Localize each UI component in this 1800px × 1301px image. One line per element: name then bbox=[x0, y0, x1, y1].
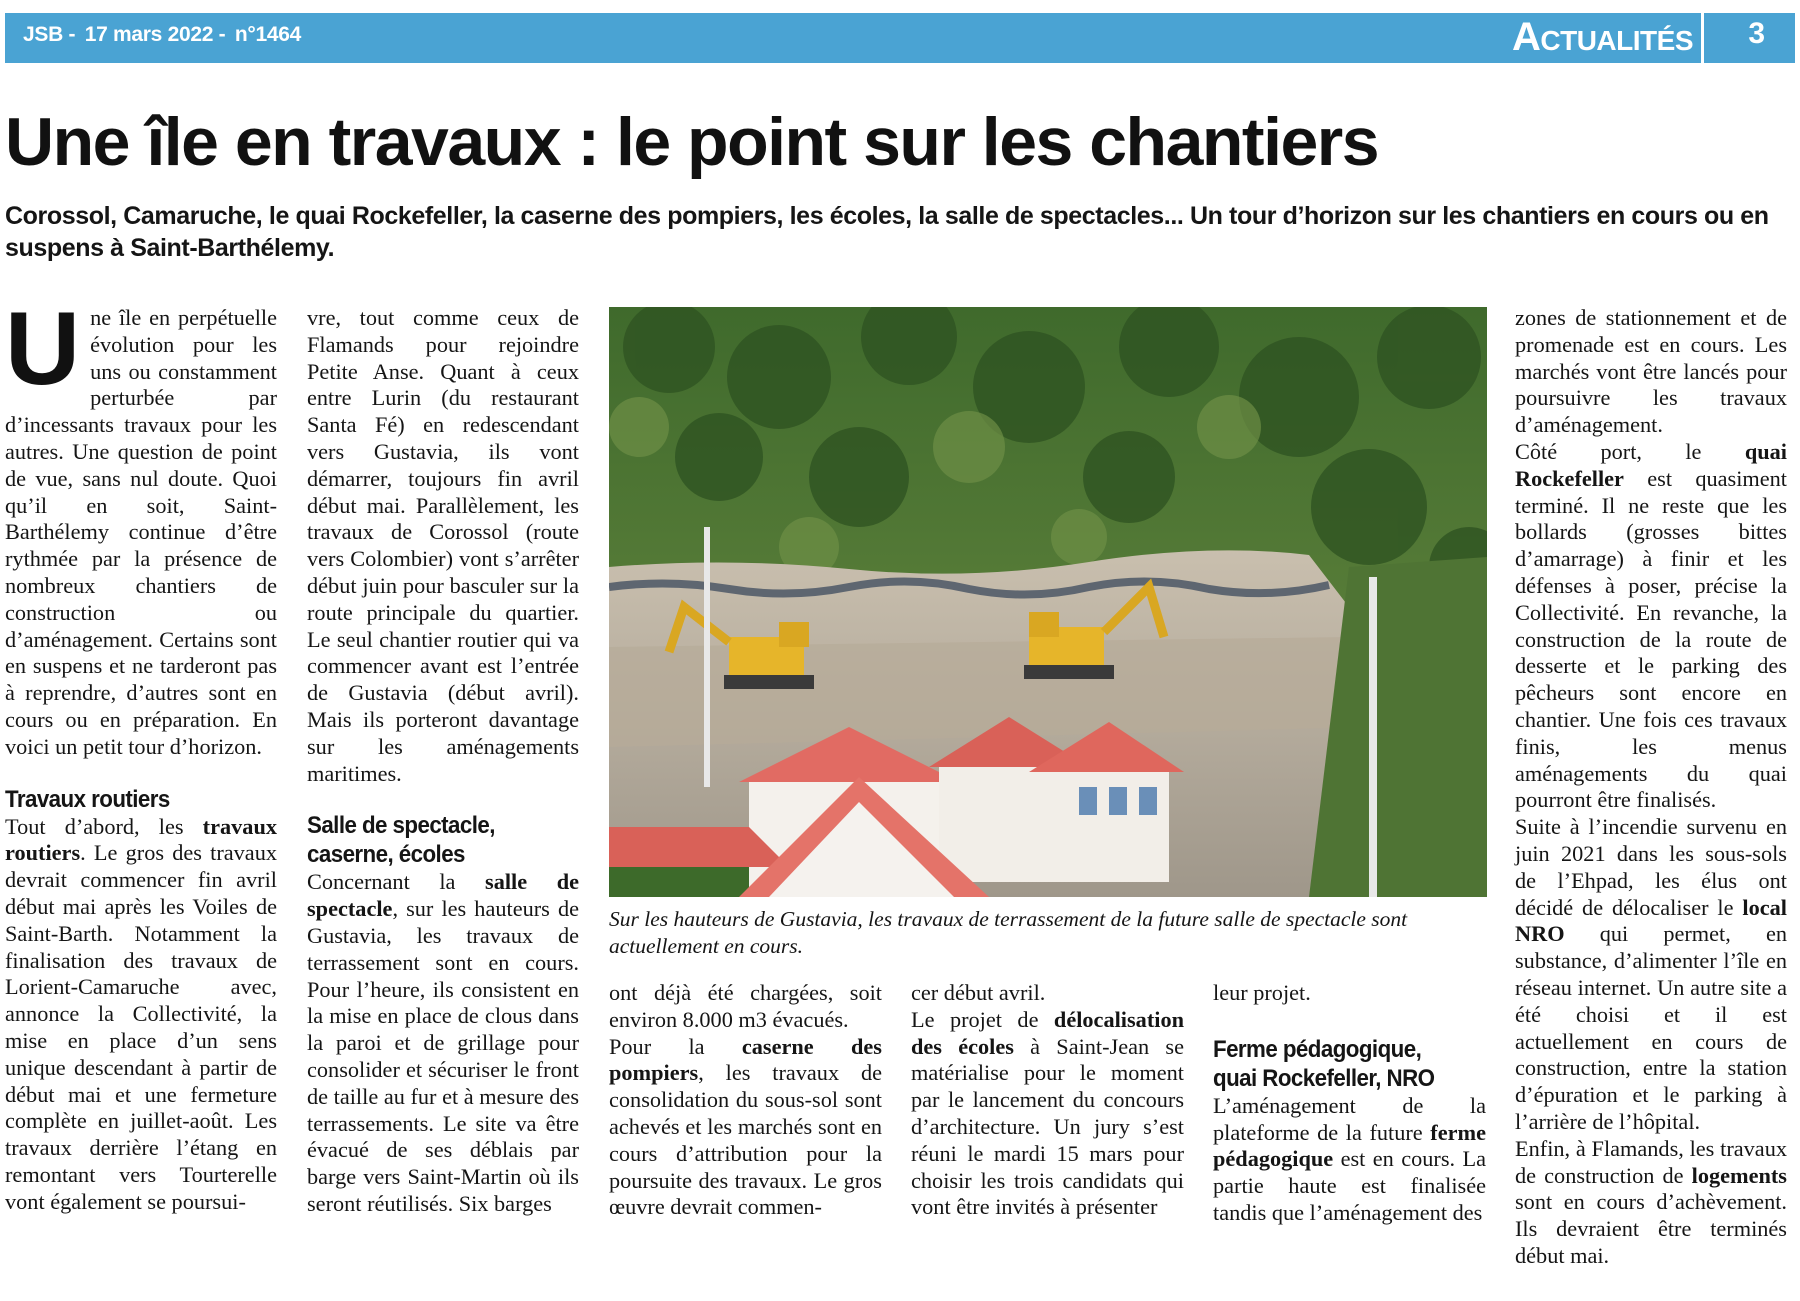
publication-name: JSB - bbox=[23, 23, 76, 46]
article-column-1 bbox=[5, 291, 277, 1216]
photo-illustration bbox=[609, 307, 1487, 897]
paragraph: Enfin, à Flamands, les travaux de construction de logements sont en cours d’achèvement. Ils devraient être terminés début mai. bbox=[1515, 1135, 1787, 1268]
paragraph: ont déjà été chargées, soit environ 8.000 m3 évacués. bbox=[609, 980, 882, 1032]
photo-caption: Sur les hauteurs de Gustavia, les travaux de terrassement de la future salle de spectacle sont actuellement en cours. bbox=[609, 907, 1408, 958]
paragraph: Côté port, le quai Rockefeller est quasiment terminé. Il ne reste que les bollards (grosses bittes d’amarrage) à finir et les défenses à poser, précise la Collectivité. En revanche, la construction de la route de desserte et le parking des pêcheurs sont encore en chantier. Une fois ces travaux finis, les menus aménagements du quai pourront être finalisés. bbox=[1515, 438, 1787, 813]
paragraph: L’aménagement de la plateforme de la future ferme pédagogique est en cours. La partie haute est finalisée tandis que l’aménagement des bbox=[1213, 1092, 1486, 1225]
paragraph: zones de stationnement et de promenade est en cours. Les marchés vont être lancés pour poursuivre les travaux d’aménagement. bbox=[1515, 305, 1787, 438]
article-column-2 bbox=[307, 305, 579, 1218]
article-column-4 bbox=[911, 980, 1184, 1221]
paragraph: Le projet de délocalisation des écoles à Saint-Jean se matérialise pour le moment par le lancement du concours d’architecture. Un jury s’est réuni le mardi 15 mars pour choisir les trois candidats qui vont être invités à présenter bbox=[911, 1006, 1184, 1220]
issue-number: n°1464 bbox=[234, 23, 302, 46]
article-column-5 bbox=[1213, 980, 1486, 1227]
headline: Une île en travaux : le point sur les chantiers bbox=[5, 104, 1379, 180]
intro-paragraph bbox=[5, 291, 277, 761]
paragraph: Pour la caserne des pompiers, les travaux de consolidation du sous-sol sont achevés et les marchés sont en cours d’attribution pour la poursuite des travaux. Le gros œuvre devrait commen- bbox=[609, 1033, 882, 1220]
paragraph: Tout d’abord, les travaux routiers. Le gros des travaux devrait commencer fin avril début mai après les Voiles de Saint-Barth. Notamment la finalisation des travaux de Lorient-Camaruche avec, annonce la Collectivité, la mise en place d’un sens unique descendant à partir de début mai et une fermeture complète en juillet-août. Les travaux derrière l’étang en remontant vers Tourterelle vont également se poursui- bbox=[5, 813, 277, 1214]
subhead-salle-de-spectacle: Salle de spectacle, caserne, écoles bbox=[307, 812, 495, 869]
subhead-ferme-pedagogique: Ferme pédagogique, quai Rockefeller, NRO bbox=[1213, 1035, 1435, 1092]
page-number: 3 bbox=[1748, 17, 1765, 50]
paragraph: vre, tout comme ceux de Flamands pour rejoindre Petite Anse. Quant à ceux entre Lurin (du restaurant Santa Fé) en redescendant vers Gustavia, ils vont démarrer, toujours fin avril début mai. Parallèlement, les travaux de Corossol (route vers Colombier) vont s’arrêter début juin pour basculer sur la route principale du quartier. Le seul chantier routier qui va commencer avant est l’entrée de Gustavia (début avril). Mais ils porteront davantage sur les aménagements maritimes. bbox=[307, 305, 579, 786]
paragraph: leur projet. bbox=[1213, 980, 1311, 1005]
standfirst: Corossol, Camaruche, le quai Rockefeller, la caserne des pompiers, les écoles, la salle de spectacles... Un tour d’horizon sur les chantiers en cours ou en suspens à Saint-Barthélemy. bbox=[5, 202, 1769, 262]
intro-text: ne île en perpétuelle évolution pour les uns ou constamment perturbée par d’incessants travaux pour les autres. Une question de point de vue, sans nul doute. Quoi qu’il en soit, Saint-Barthélemy continue d’être rythmée par la présence de nombreux chantiers de construction ou d’aménagement. Certains sont en suspens et ne tarderont pas à reprendre, d’autres sont en cours ou en préparation. En voici un petit tour d’horizon. bbox=[5, 305, 277, 759]
section-title: Actualités bbox=[1512, 15, 1693, 59]
article-column-6 bbox=[1515, 305, 1787, 1270]
article-column-3 bbox=[609, 980, 882, 1221]
paragraph: Concernant la salle de spectacle, sur les hauteurs de Gustavia, les travaux de terrassement sont en cours. Pour l’heure, ils consistent en la mise en place de clous dans la paroi et de grillage pour consolider et sécuriser le front de taille au fur et à mesure des terrassements. Le site va être évacué de ses déblais par barge vers Saint-Martin où ils seront réutilisés. Six barges bbox=[307, 869, 579, 1216]
issue-info bbox=[23, 23, 305, 47]
paragraph: cer début avril. bbox=[911, 980, 1046, 1005]
issue-date: 17 mars 2022 - bbox=[84, 23, 226, 46]
subhead-travaux-routiers: Travaux routiers bbox=[5, 785, 170, 813]
header-banner bbox=[5, 13, 1795, 63]
construction-site-photo bbox=[609, 307, 1487, 897]
banner-divider bbox=[1701, 13, 1704, 63]
drop-cap: U bbox=[5, 291, 81, 407]
paragraph: Suite à l’incendie survenu en juin 2021 dans les sous-sols de l’Ehpad, les élus ont décidé de délocaliser le local NRO qui permet, en substance, d’alimenter l’île en réseau internet. Un autre site a été choisi et il est actuellement en cours de construction, entre la station d’épuration et le parking à l’arrière de l’hôpital. bbox=[1515, 814, 1787, 1134]
